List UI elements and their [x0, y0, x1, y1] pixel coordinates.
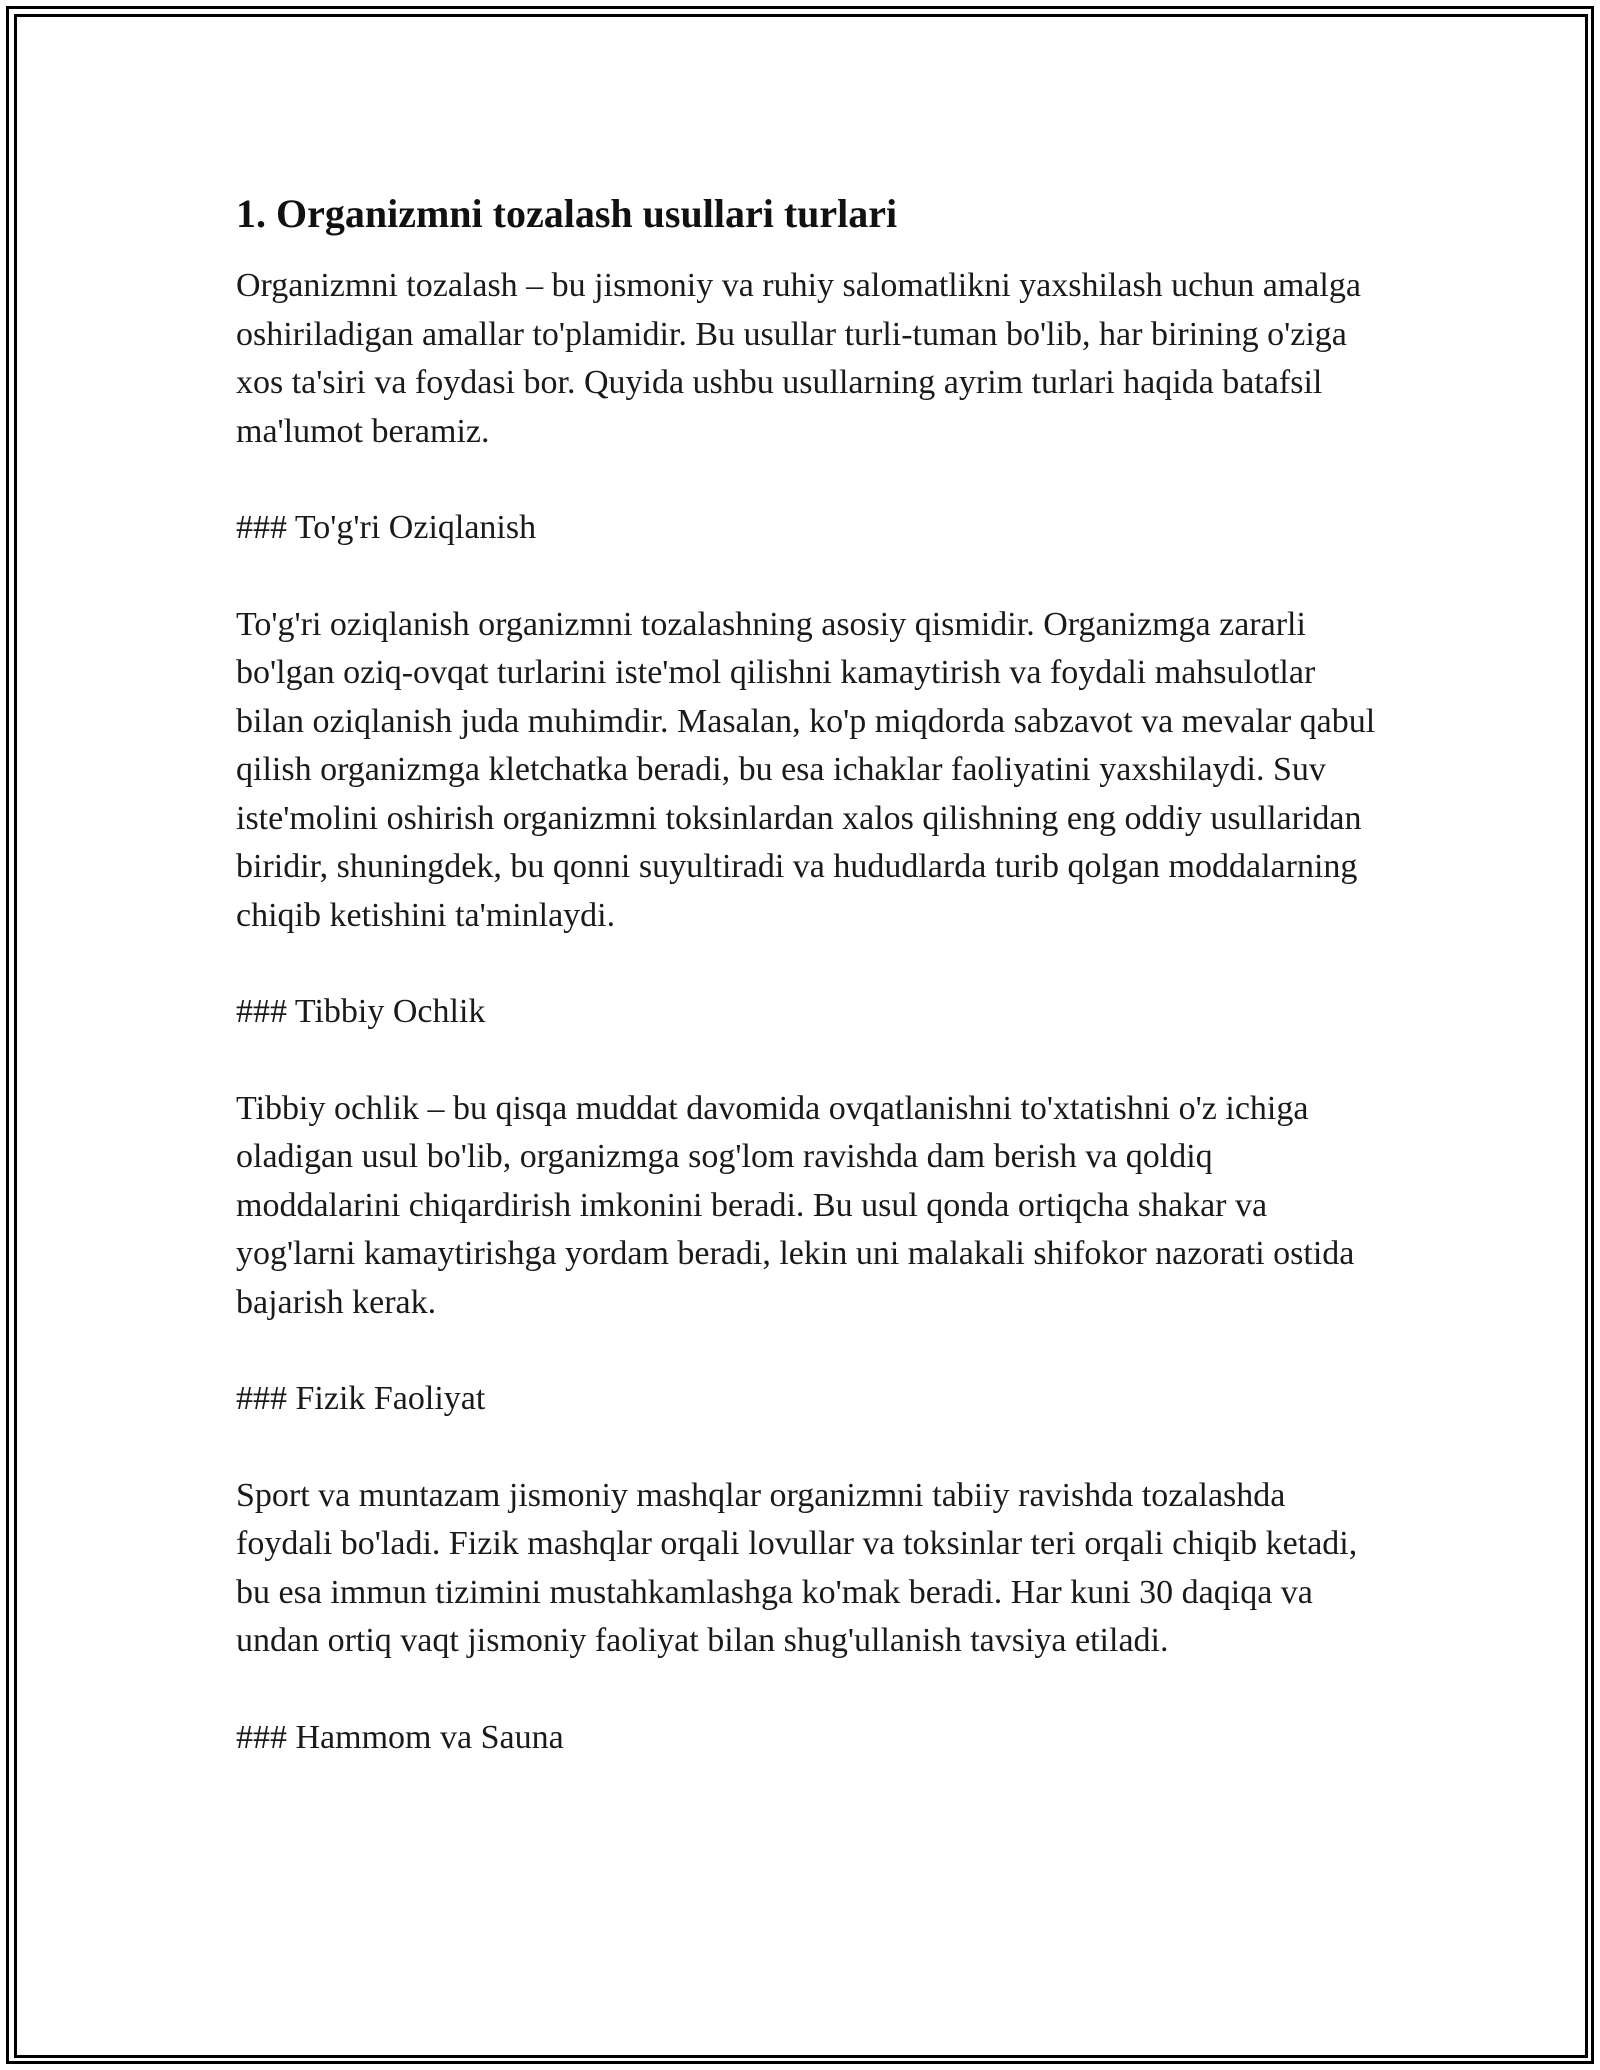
section-heading-hammom-va-sauna: ### Hammom va Sauna: [236, 1718, 564, 1756]
document-content: [236, 186, 1376, 1810]
section-body-fizik-faoliyat: Sport va muntazam jismoniy mashqlar organizmni tabiiy ravishda tozalashda foydali bo'ladi. Fizik mashqlar orqali lovullar va toksinlar teri orqali chiqib ketadi, bu esa immun tizimini mustahkamlashga ko'mak beradi. Har kuni 30 daqiqa va undan ortiq vaqt jismoniy faoliyat bilan shug'ullanish tavsiya etiladi.: [236, 1476, 1358, 1659]
section-body-tibbiy-ochlik: Tibbiy ochlik – bu qisqa muddat davomida ovqatlanishni to'xtatishni o'z ichiga oladigan usul bo'lib, organizmga sog'lom ravishda dam berish va qoldiq moddalarini chiqardirish imkonini beradi. Bu usul qonda ortiqcha shakar va yog'larni kamaytirishga yordam beradi, lekin uni malakali shifokor nazorati ostida bajarish kerak.: [236, 1089, 1355, 1321]
section-body-togri-oziqlanish: To'g'ri oziqlanish organizmni tozalashning asosiy qismidir. Organizmga zararli bo'lgan oziq-ovqat turlarini iste'mol qilishni kamaytirish va foydali mahsulotlar bilan oziqlanish juda muhimdir. Masalan, ko'p miqdorda sabzavot va mevalar qabul qilish organizmga kletchatka beradi, bu esa ichaklar faoliyatini yaxshilaydi. Suv iste'molini oshirish organizmni toksinlardan xalos qilishning eng oddiy usullaridan biridir, shuningdek, bu qonni suyultiradi va hududlarda turib qolgan moddalarning chiqib ketishini ta'minlaydi.: [236, 605, 1376, 934]
intro-paragraph: Organizmni tozalash – bu jismoniy va ruhiy salomatlikni yaxshilash uchun amalga oshiriladigan amallar to'plamidir. Bu usullar turli-tuman bo'lib, har birining o'ziga xos ta'siri va foydasi bor. Quyida ushbu usullarning ayrim turlari haqida batafsil ma'lumot beramiz.: [236, 267, 1361, 450]
section-heading-fizik-faoliyat: ### Fizik Faoliyat: [236, 1380, 486, 1417]
section-heading-togri-oziqlanish: ### To'g'ri Oziqlanish: [236, 509, 537, 546]
section-heading-tibbiy-ochlik: ### Tibbiy Ochlik: [236, 993, 486, 1030]
document-title: 1. Organizmni tozalash usullari turlari: [236, 191, 898, 236]
